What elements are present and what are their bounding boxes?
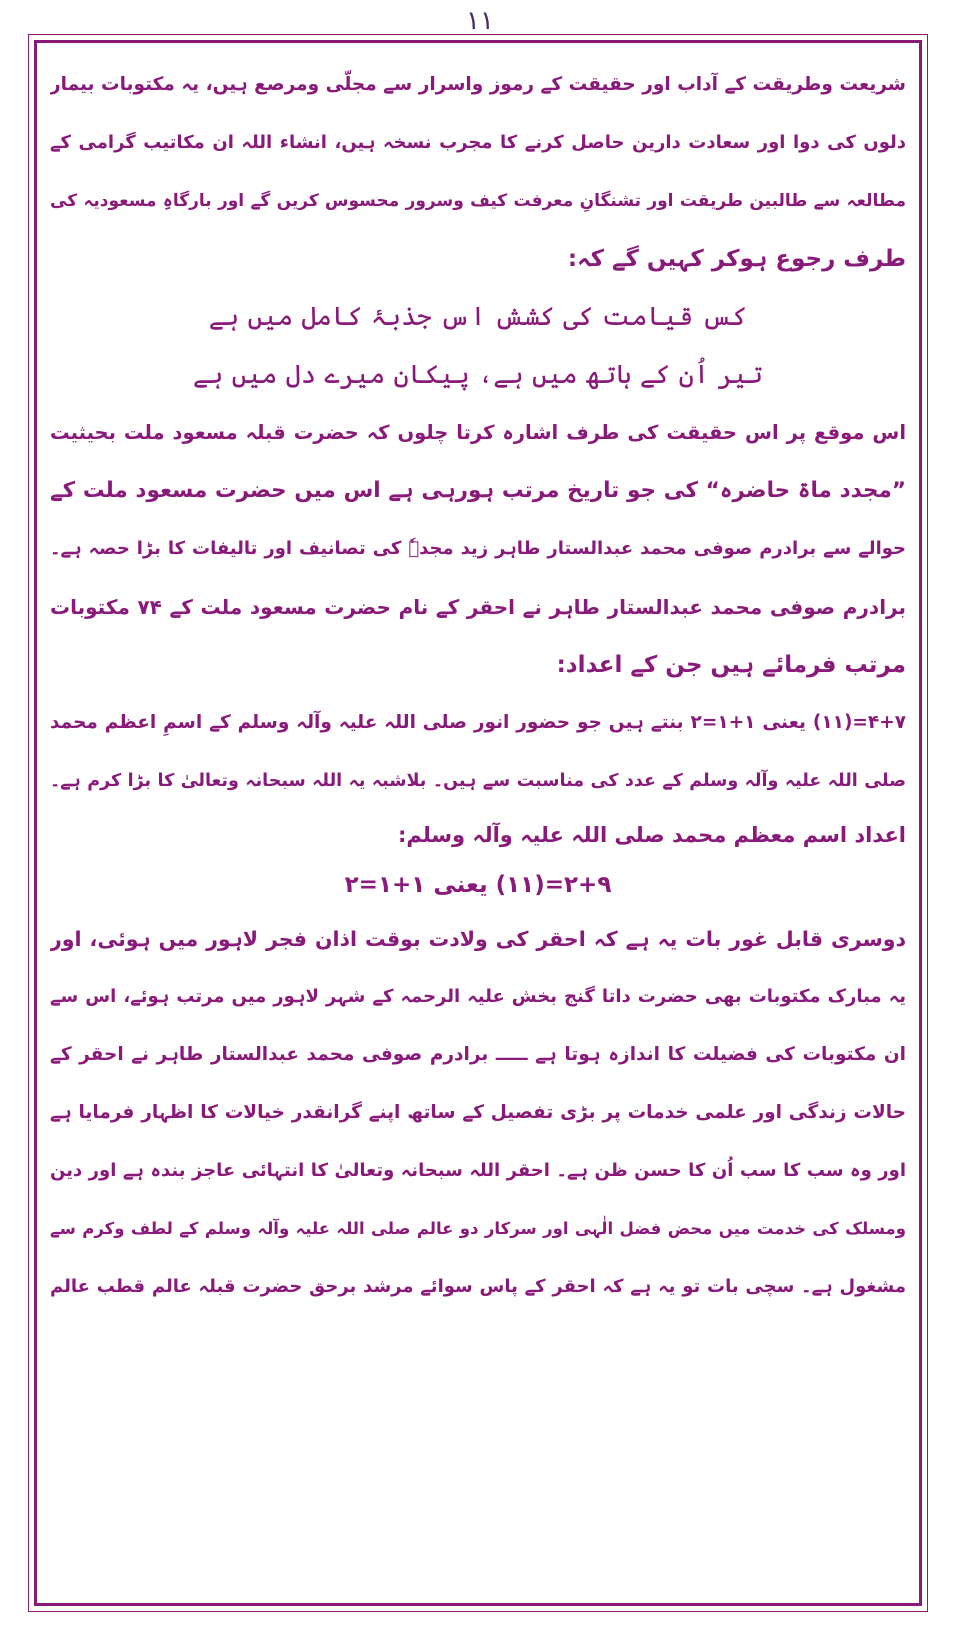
text-line: اور وہ سب کا سب اُن کا حسن ظن ہے۔ احقر اللہ سبحانہ وتعالیٰ کا انتہائی عاجز بندہ ہے اور دین (50, 1160, 906, 1181)
page-number: ۱۱ (466, 6, 494, 36)
verse-line: تیر اُن کے ہاتھ میں ہے، پیکان میرے دل میں ہے (192, 360, 764, 390)
text-line: ”مجدد ماۃ حاضرہ“ کی جو تاریخ مرتب ہورہی ہے اس میں حضرت مسعود ملت کے (50, 478, 906, 503)
text-line: صلی اللہ علیہ وآلہ وسلم کے عدد کی مناسبت سے ہیں۔ بلاشبہ یہ اللہ سبحانہ وتعالیٰ کا بڑا کرم ہے۔ (50, 771, 906, 791)
text-line: اعداد اسم معظم محمد صلی اللہ علیہ وآلہ وسلم: (397, 823, 906, 847)
text-line: مرتب فرمائے ہیں جن کے اعداد: (556, 652, 906, 678)
text-line: مشغول ہے۔ سچی بات تو یہ ہے کہ احقر کے پاس سوائے مرشد برحق حضرت قبلہ عالم قطب عالم (50, 1276, 906, 1297)
text-line: شریعت وطریقت کے آداب اور حقیقت کے رموز واسرار سے مجلّی ومرصع ہیں، یہ مکتوبات بیمار (50, 74, 906, 95)
text-line: اس موقع پر اس حقیقت کی طرف اشارہ کرتا چلوں کہ حضرت قبلہ مسعود ملت بحیثیت (50, 421, 906, 444)
text-line: ۴+۷=(۱۱) یعنی ۱+۱=۲ بنتے ہیں جو حضور انور صلی اللہ علیہ وآلہ وسلم کے اسمِ اعظم محمد (50, 712, 906, 733)
document-body (50, 56, 906, 1594)
text-line: یہ مبارک مکتوبات بھی حضرت داتا گنج بخش علیہ الرحمہ کے شہر لاہور میں مرتب ہوئے، اس سے (50, 986, 906, 1007)
text-line: طرف رجوع ہوکر کہیں گے کہ: (567, 246, 906, 272)
equation-line: ۲+۹=(۱۱) یعنی ۱+۱=۲ (344, 872, 612, 898)
text-line: ومسلک کی خدمت میں محض فضل الٰہی اور سرکار دو عالم صلی اللہ علیہ وآلہ وسلم کے لطف وکرم سے (50, 1219, 906, 1238)
text-line: حوالے سے برادرم صوفی محمد عبدالستار طاہر زید مجدہٗ کی تصانیف اور تالیفات کا بڑا حصہ ہے۔ (50, 538, 906, 559)
text-line: ان مکتوبات کی فضیلت کا اندازہ ہوتا ہے ـــــ برادرم صوفی محمد عبدالستار طاہر نے احقر کے (50, 1044, 906, 1065)
text-line: دلوں کی دوا اور سعادت دارین حاصل کرنے کا مجرب نسخہ ہیں، انشاء اللہ ان مکاتیب گرامی کے (50, 132, 906, 153)
text-line: مطالعہ سے طالبین طریقت اور تشنگانِ معرفت کیف وسرور محسوس کریں گے اور بارگاہِ مسعودیہ کی (50, 191, 906, 211)
text-line: دوسری قابل غور بات یہ ہے کہ احقر کی ولادت بوقت اذان فجر لاہور میں ہوئی، اور (50, 927, 906, 951)
text-line: برادرم صوفی محمد عبدالستار طاہر نے احقر کے نام حضرت مسعود ملت کے ۷۴ مکتوبات (50, 595, 906, 619)
verse-line: کس قیامت کی کشش اس جذبۂ کامل میں ہے (208, 302, 748, 332)
text-line: حالات زندگی اور علمی خدمات پر بڑی تفصیل کے ساتھ اپنے گرانقدر خیالات کا اظہار فرمایا ہے (50, 1102, 906, 1123)
